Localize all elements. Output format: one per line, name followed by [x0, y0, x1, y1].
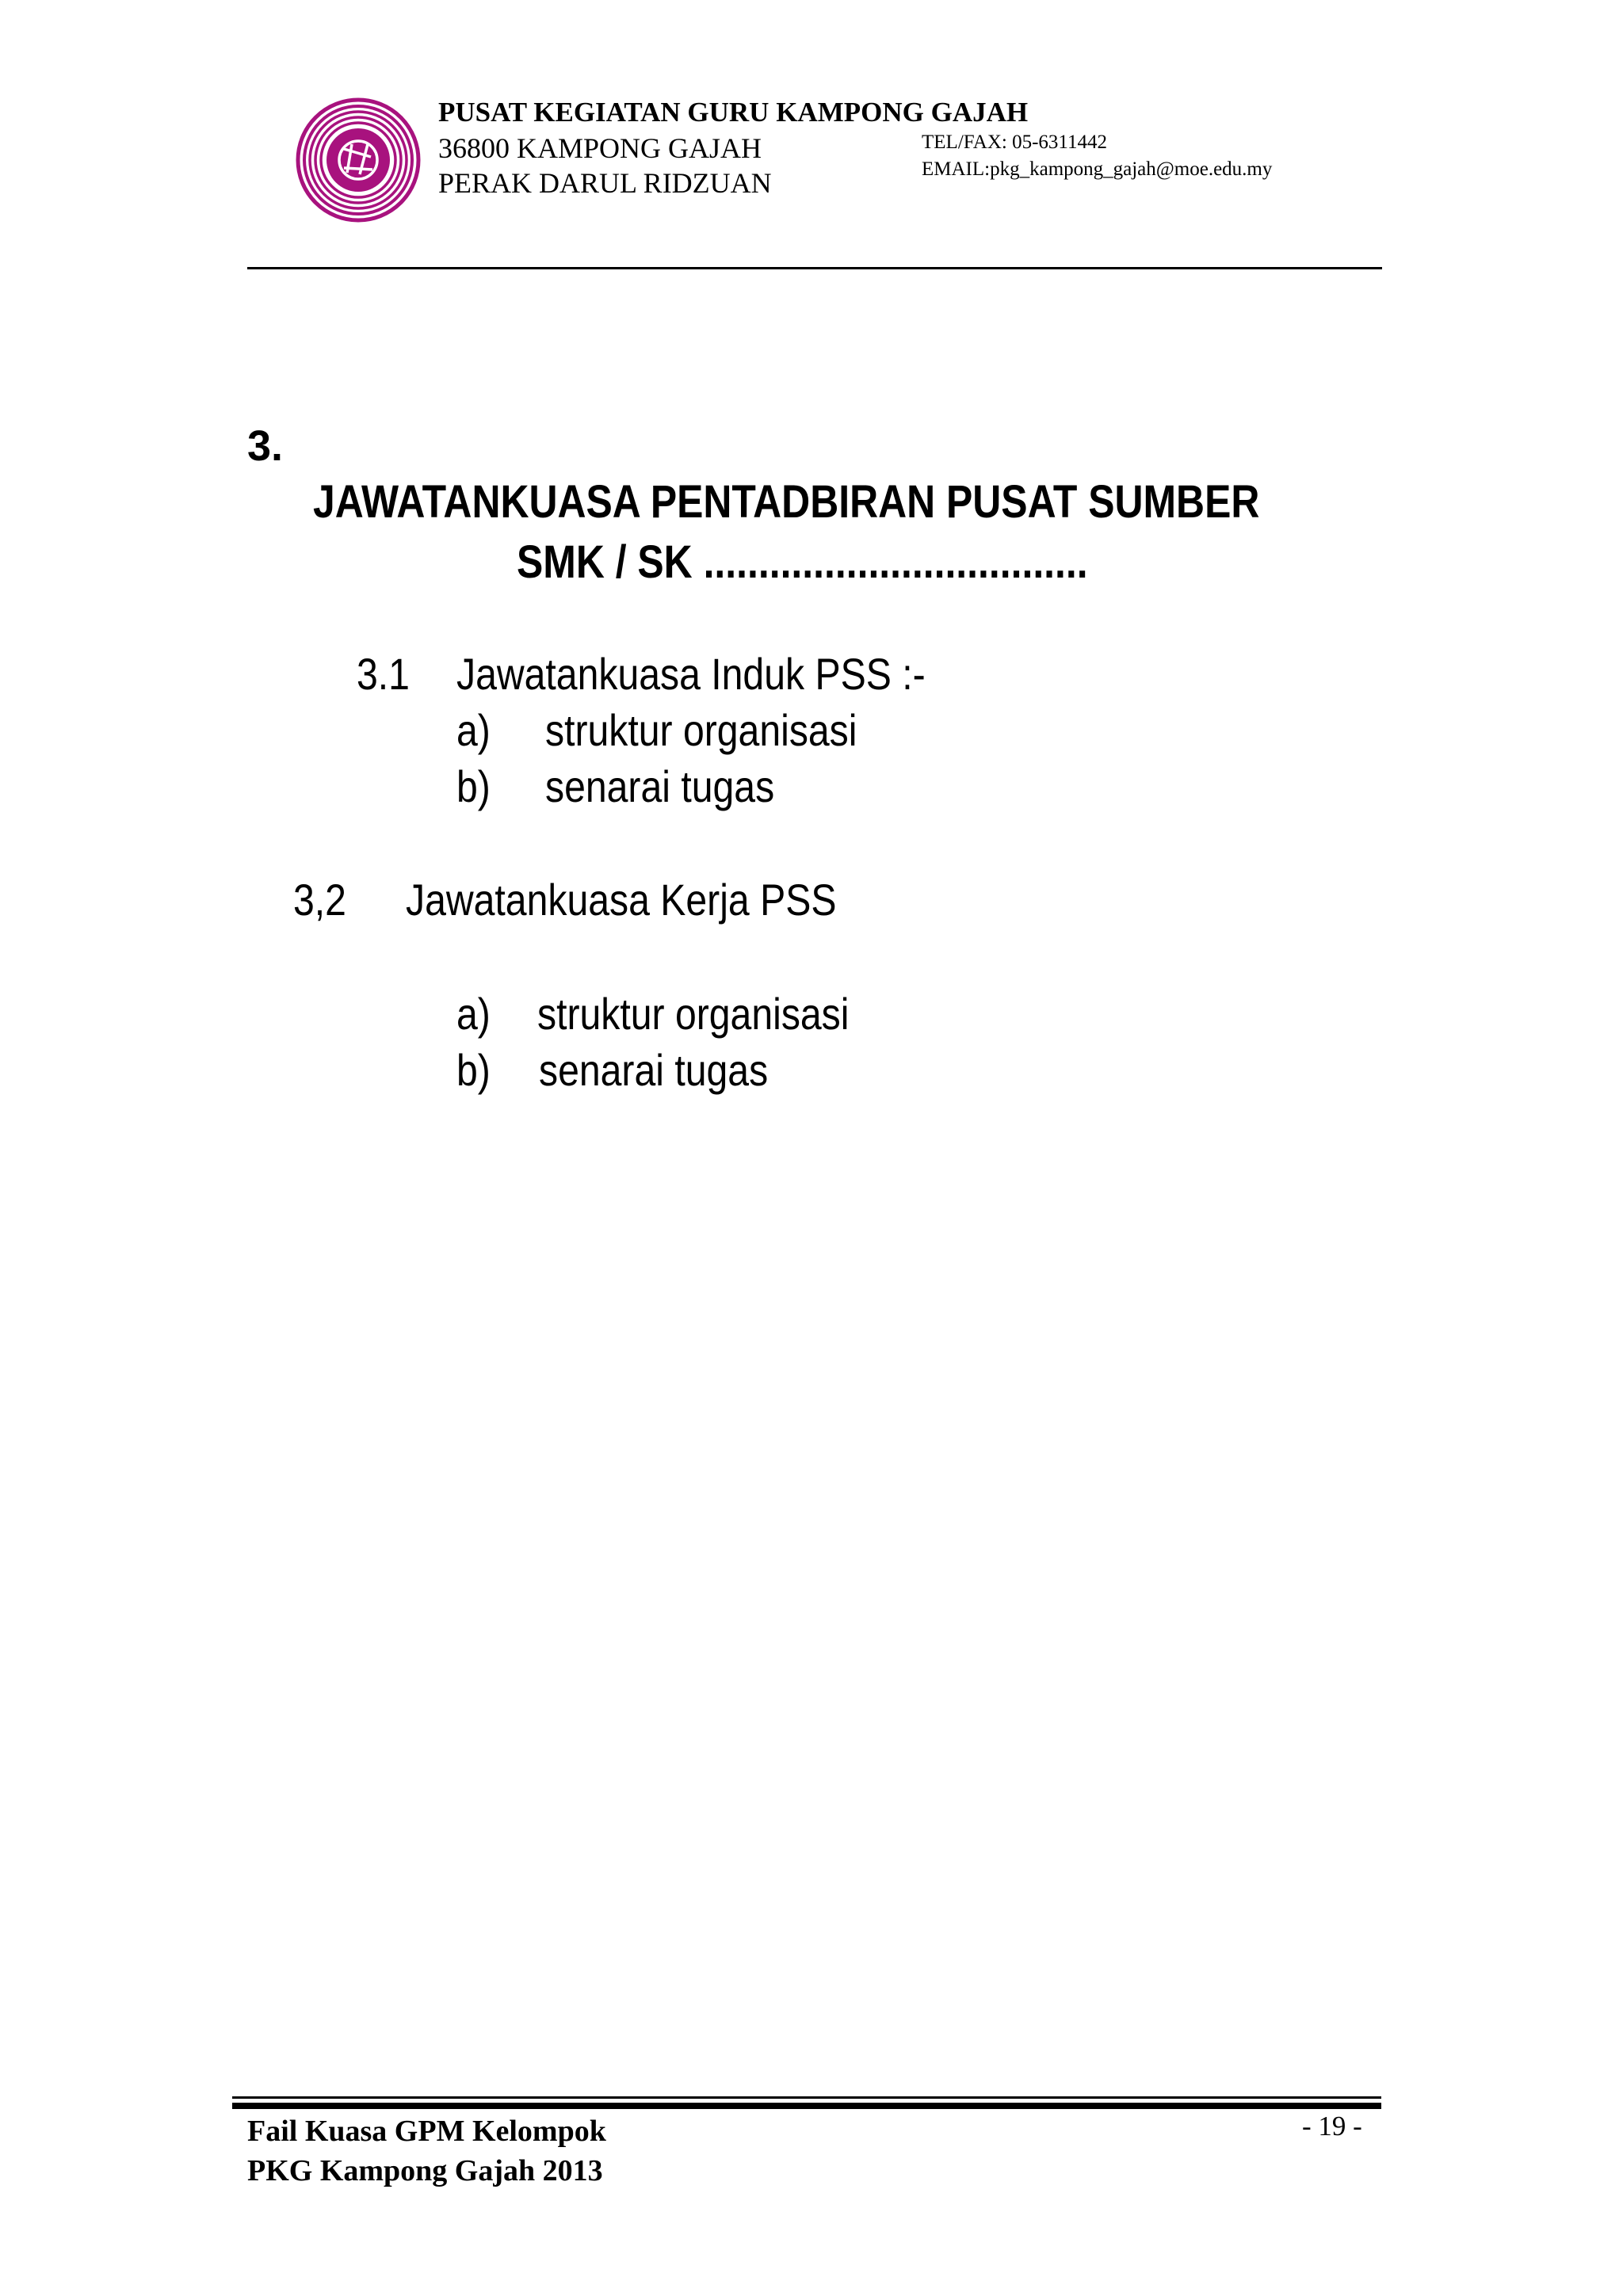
subitem-text [539, 1044, 805, 1096]
item-label-text: Jawatankuasa Kerja PSS [406, 875, 837, 925]
item-number-text: 3.1 [357, 649, 410, 699]
header-divider [247, 267, 1382, 269]
org-name: PUSAT KEGIATAN GURU KAMPONG GAJAH [438, 97, 1029, 128]
item-number [357, 648, 418, 700]
subitem-marker-text: a) [456, 705, 491, 755]
footer-divider-thin [232, 2096, 1381, 2099]
subitem-marker [456, 704, 496, 756]
address-line-2: PERAK DARUL RIDZUAN [438, 167, 772, 199]
section-title-line-2 [517, 536, 1181, 589]
subitem-text-value: senarai tugas [545, 761, 775, 811]
pkg-logo-icon [295, 97, 422, 223]
tel-fax: TEL/FAX: 05-6311442 [922, 132, 1108, 153]
subitem-text-value: senarai tugas [539, 1045, 769, 1095]
footer-line-2: PKG Kampong Gajah 2013 [247, 2154, 603, 2187]
page-number: - 19 - [1302, 2111, 1362, 2142]
subitem-marker [456, 1044, 496, 1096]
subitem-text [537, 988, 900, 1039]
subitem-marker-text: a) [456, 989, 491, 1039]
section-number: 3. [247, 422, 284, 470]
subitem-marker-text: b) [456, 1045, 491, 1095]
item-number-text: 3,2 [293, 875, 346, 925]
footer-line-1: Fail Kuasa GPM Kelompok [247, 2115, 606, 2148]
email-address: EMAIL:pkg_kampong_gajah@moe.edu.my [922, 158, 1273, 180]
item-number [293, 874, 355, 925]
section-title-line-1-text: JAWATANKUASA PENTADBIRAN PUSAT SUMBER [313, 476, 1260, 528]
item-label-text: Jawatankuasa Induk PSS :- [456, 649, 926, 699]
section-title-line-2-text: SMK / SK ................................... [517, 536, 1088, 588]
section-title-line-1 [313, 475, 1414, 528]
address-line-1: 36800 KAMPONG GAJAH [438, 132, 762, 164]
subitem-marker-text: b) [456, 761, 491, 811]
subitem-marker [456, 761, 496, 812]
subitem-text-value: struktur organisasi [537, 989, 850, 1039]
subitem-text [545, 704, 908, 756]
subitem-marker [456, 988, 496, 1039]
item-label [456, 648, 1002, 700]
item-label [406, 874, 907, 925]
subitem-text-value: struktur organisasi [545, 705, 857, 755]
subitem-text [545, 761, 812, 812]
footer-divider-thick [232, 2103, 1381, 2109]
